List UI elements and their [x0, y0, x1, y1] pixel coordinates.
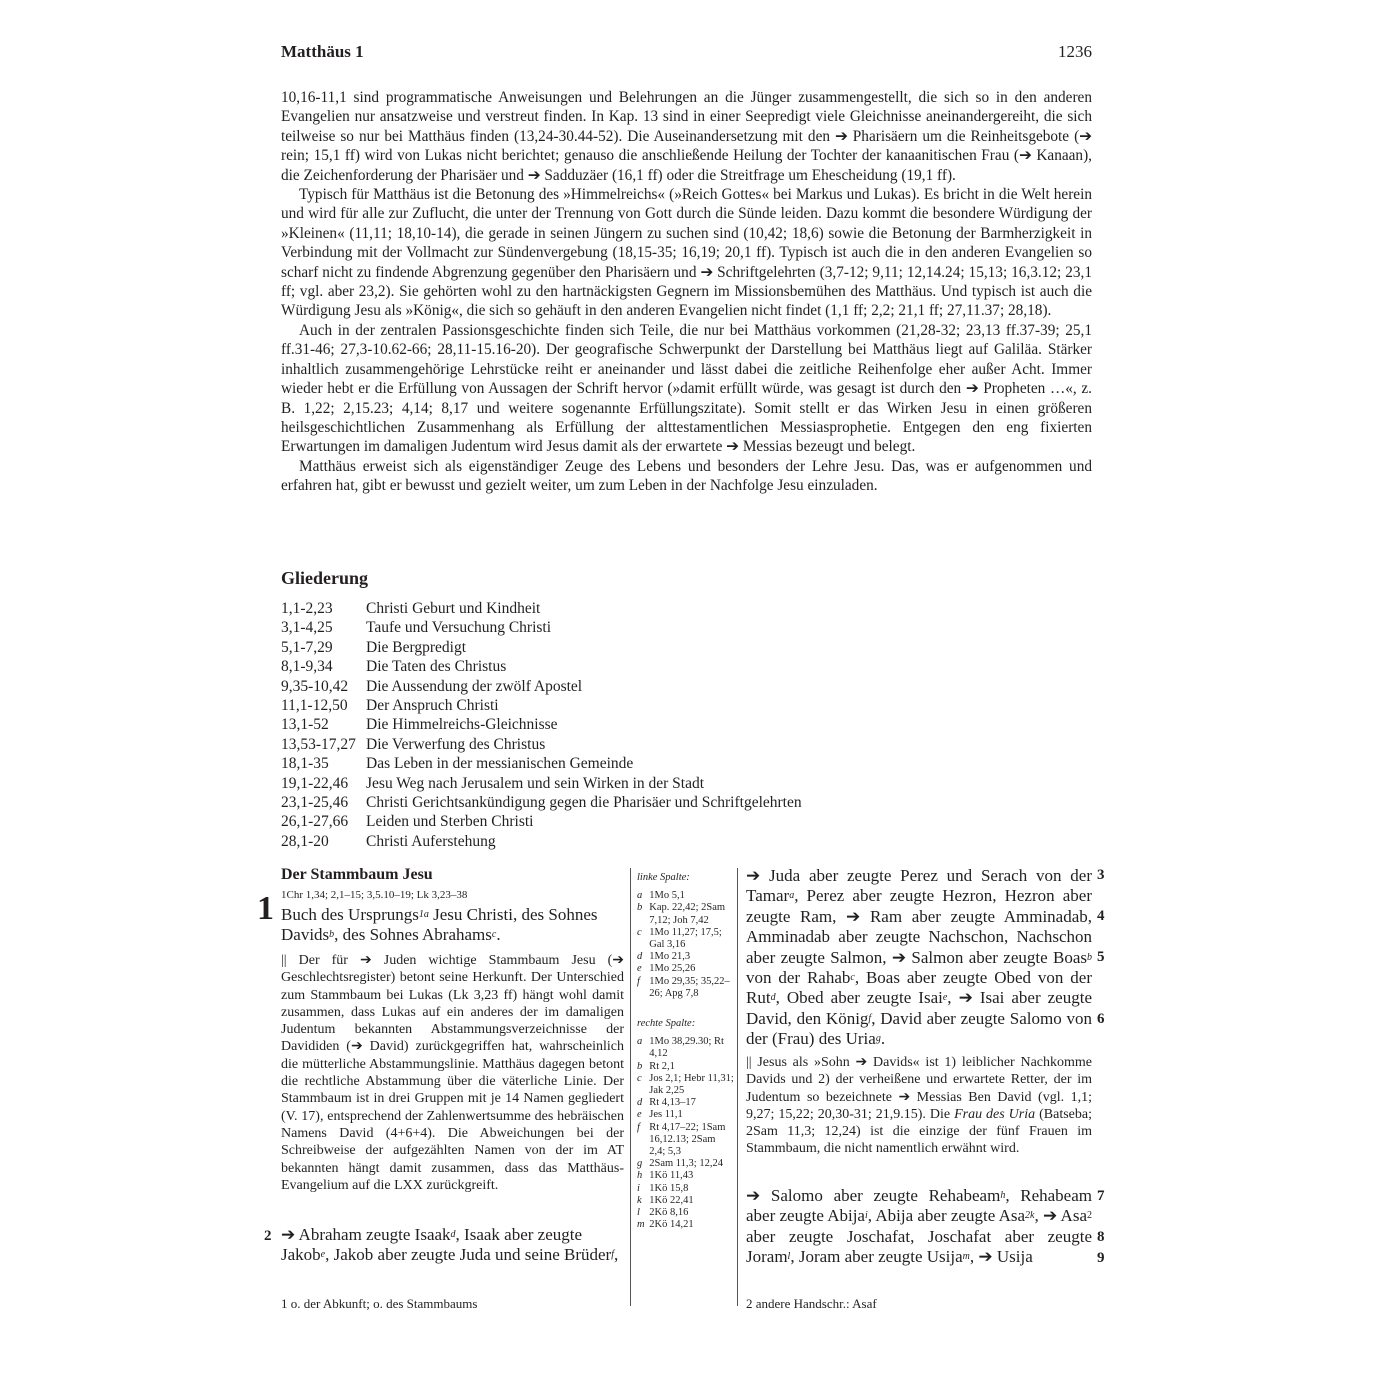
verse-number: 7	[1097, 1188, 1105, 1204]
crossref-item: i 1Kö 15,8	[637, 1182, 689, 1194]
outline-title: Der Anspruch Christi	[366, 697, 499, 715]
outline-ref: 11,1-12,50	[281, 697, 348, 715]
verses-3-6: ➔ Juda aber zeugte Perez und Serach von der Tamar$^a$, Perez aber zeugte Hezron, Hezron aber zeugte Ram, ➔ Ram aber zeugte Amminadab, Amminadab aber zeugte Nachschon, Nachschon aber zeugte Salmon, ➔ Salmon aber zeugte Boas$^b$ von der Rahab$^c$, Boas aber zeugte Obed von der Rut$^d$, Obed aber zeugte Isai$^e$, ➔ Isai aber zeugte David, den König$^f$, David aber zeugte Salomo von der (Frau) des Uria$^g$.	[746, 866, 1093, 1049]
outline-title: Die Taten des Christus	[366, 658, 507, 676]
crossref-marker: d	[450, 1229, 456, 1240]
crossref-item: g 2Sam 11,3; 12,24	[637, 1158, 723, 1170]
crossref-label: linke Spalte:	[637, 872, 690, 883]
commentary-son-of-david: || Jesus als »Sohn ➔ Davids« ist 1) leiblicher Nachkomme Davids und 2) der verheißene und erwartete Retter, der im Judentum so bezeichnete ➔ Messias Ben David (vgl. 1,1; 9,27; 15,22; 20,30-31; 21,9.15). Die Frau des Uria (Batseba; 2Sam 11,3; 12,24) ist die einzige der fünf Frauen im Stammbaum, die nicht namentlich erwähnt wird.	[746, 1055, 1092, 1157]
outline-item	[281, 618, 802, 637]
verse-number: 8	[1097, 1229, 1105, 1245]
crossref-marker: f	[868, 1012, 872, 1024]
crossref-item: k 1Kö 22,41	[637, 1194, 694, 1206]
outline-title: Christi Auferstehung	[366, 832, 496, 850]
outline-ref: 1,1-2,23	[281, 600, 333, 617]
outline-title: Die Bergpredigt	[366, 638, 467, 656]
intro-paragraph: Matthäus erweist sich als eigenständiger Zeuge des Lebens und besonders der Lehre Jesu. Das, was er aufgenommen und erfahren hat, gibt er bewusst und gezielt weiter, um zum Leben in der Nachfolge Jesu einzuladen.	[281, 457, 1092, 495]
verse-number: 4	[1097, 908, 1105, 924]
outline-ref: 9,35-10,42	[281, 677, 349, 695]
outline-ref: 23,1-25,46	[281, 794, 349, 812]
outline-ref: 8,1-9,34	[281, 658, 333, 676]
crossref-marker: e	[320, 1249, 326, 1260]
outline-item	[281, 715, 802, 734]
outline-title: Die Himmelreichs-Gleichnisse	[366, 716, 558, 734]
crossref-item: d 1Mo 21,3	[637, 951, 691, 963]
footnote-left: 1 o. der Abkunft; o. des Stammbaums	[281, 1296, 478, 1311]
verse-number: 9	[1097, 1250, 1105, 1266]
outline-title: Die Verwerfung des Christus	[366, 735, 546, 753]
crossref-marker: m	[962, 1251, 970, 1263]
outline-title: Christi Geburt und Kindheit	[366, 600, 541, 617]
crossref-marker: e	[942, 992, 948, 1004]
crossref-item: d Rt 4,13–17	[637, 1097, 696, 1109]
parallel-references: 1Chr 1,34; 2,1–15; 3,5.10–19; Lk 3,23–38	[281, 889, 468, 901]
column-divider	[630, 868, 631, 1306]
outline-item	[281, 735, 802, 754]
outline-list	[281, 599, 802, 851]
crossref-marker: g	[875, 1033, 881, 1045]
outline-item	[281, 774, 802, 793]
outline-ref: 13,53-17,27	[281, 735, 356, 753]
section-heading: Der Stammbaum Jesu	[281, 866, 433, 883]
crossref-item: b Kap. 22,42; 2Sam 7,12; Joh 7,42	[637, 902, 726, 926]
outline-item	[281, 638, 802, 657]
outline-ref: 18,1-35	[281, 755, 329, 773]
crossref-marker: d	[770, 992, 776, 1004]
crossref-marker: h	[1000, 1190, 1006, 1201]
outline-heading: Gliederung	[281, 568, 369, 588]
verse-number: 6	[1097, 1011, 1105, 1027]
verse-number: 5	[1097, 949, 1105, 965]
crossref-marker: b	[1087, 951, 1092, 963]
outline-ref: 13,1-52	[281, 716, 329, 734]
crossref-marker: l	[787, 1251, 791, 1263]
outline-ref: 5,1-7,29	[281, 638, 333, 656]
crossref-marker: a	[789, 890, 795, 902]
footnote-marker: 2	[1087, 1210, 1092, 1222]
verse-number: 2	[264, 1228, 272, 1244]
crossref-item: f Rt 4,17–22; 1Sam 16,12.13; 2Sam 2,4; 5,3	[637, 1121, 726, 1158]
outline-title: Jesu Weg nach Jerusalem und sein Wirken in der Stadt	[366, 774, 705, 792]
crossref-item: a 1Mo 38,29.30; Rt 4,12	[637, 1036, 724, 1060]
outline-item	[281, 696, 802, 715]
outline-item	[281, 754, 802, 773]
crossref-item: e 1Mo 25,26	[637, 963, 696, 975]
verse-2: ➔ Abraham zeugte Isaak$^d$, Isaak aber zeugte Jakob$^e$, Jakob aber zeugte Juda und seine Brüder$^f$,	[281, 1225, 619, 1264]
crossref-item: c 1Mo 11,27; 17,5; Gal 3,16	[637, 926, 722, 951]
cross-references	[637, 872, 734, 1231]
crossref-label: rechte Spalte:	[637, 1018, 696, 1030]
verse-1: Buch des Ursprungs$^{1a}$ Jesu Christi, des Sohnes Davids$^b$, des Sohnes Abrahams$^c$.	[281, 905, 598, 944]
crossref-item: h 1Kö 11,43	[637, 1170, 694, 1182]
crossref-item: l 2Kö 8,16	[637, 1207, 689, 1219]
outline-title: Taufe und Versuchung Christi	[366, 619, 552, 637]
outline-item	[281, 599, 802, 618]
introduction-text	[281, 88, 1092, 496]
outline-item	[281, 812, 802, 831]
crossref-marker: i	[864, 1210, 868, 1222]
outline-ref: 3,1-4,25	[281, 619, 333, 637]
crossref-item: b Rt 2,1	[637, 1060, 675, 1072]
outline-item	[281, 793, 802, 812]
crossref-item: a 1Mo 5,1	[637, 890, 685, 902]
crossref-item: f 1Mo 29,35; 35,22–26; Apg 7,8	[637, 975, 730, 999]
intro-paragraph: 10,16-11,1 sind programmatische Anweisungen und Belehrungen an die Jünger zusammengestellt, die sich so in den anderen Evangelien nur ansatzweise und verstreut finden. In Kap. 13 sind in einer Seepredigt viele Gleichnisse aneinandergereiht, die sich teilweise so nur bei Matthäus finden (13,24-30.44-52). Die Auseinandersetzung mit den ➔ Pharisäern um die Reinheitsgebote (➔ rein; 15,1 ff) wird von Lukas nicht berichtet; genauso die anschließende Heilung der Tochter der kanaanitischen Frau (➔ Kanaan), die Zeichenforderung der Pharisäer und ➔ Sadduzäer (16,1 ff) oder die Streitfrage um Ehescheidung (19,1 ff).	[281, 89, 1092, 184]
outline-title: Leiden und Sterben Christi	[366, 813, 534, 831]
crossref-marker: b	[329, 929, 335, 940]
chapter-number: 1	[257, 890, 274, 927]
crossref-marker: c	[850, 972, 855, 984]
intro-paragraph: Typisch für Matthäus ist die Betonung des »Himmelreichs« (»Reich Gottes« bei Markus und Lukas). Es bricht in die Welt herein und wird für alle zur Zuflucht, die unter der Trennung von Gott durch die Sünde leiden. Dazu kommt die besondere Würdigung der »Kleinen« (11,11; 18,10-14), die gerade in seinen Jüngern zu suchen sind (10,42; 18,6) sowie die Betonung der Barmherzigkeit in Verbindung mit der Vollmacht zur Sündenvergebung (18,15-35; 16,19; 20,1 ff). Typisch ist auch die in den anderen Evangelien so scharf nicht zu findende Abgrenzung gegenüber den Pharisäern und ➔ Schriftgelehrten (3,7-12; 9,11; 12,14.24; 15,13; 16,3.12; 23,1 ff; vgl. aber 23,2). Sie gehörten wohl zu den hartnäckigsten Gegnern im Missionsbemühen des Matthäus. Und typisch ist auch die Würdigung Jesu als »König«, die sich so gehäuft in den anderen Evangelien nicht findet (1,1 ff; 2,2; 21,1 ff; 27,11.37; 28,18).	[281, 186, 1092, 320]
outline-ref: 26,1-27,66	[281, 813, 349, 831]
outline-ref: 28,1-20	[281, 832, 329, 850]
footnote-right: 2 andere Handschr.: Asaf	[746, 1296, 877, 1311]
commentary-genealogy: || Der für ➔ Juden wichtige Stammbaum Jesu (➔ Geschlechtsregister) betont seine Herkunft. Der Unterschied zum Stammbaum bei Lukas (Lk 3,23 ff) hängt wohl damit zusammen, dass Lukas auf ein anderes der im damaligen Judentum bekannten Abstammungsverzeichnisse der Davididen (➔ David) zurückgegriffen hat, wahrscheinlich die mütterliche Abstammungslinie. Matthäus dagegen betont die rechtliche Abstammung über die väterliche Linie. Der Stammbaum ist in drei Gruppen mit je 14 Namen gegliedert (V. 17), entsprechend der Zahlenwertsumme des hebräischen Namens David (4+6+4). Die Abweichungen bei der Schreibweise der aufgezählten Namen von der im AT bekannten hängt damit zusammen, dass das Matthäus-Evangelium auf die LXX zurückgreift.	[281, 953, 624, 1193]
outline-title: Christi Gerichtsankündigung gegen die Pharisäer und Schriftgelehrten	[366, 794, 802, 812]
intro-paragraph: Auch in der zentralen Passionsgeschichte finden sich Teile, die nur bei Matthäus vorkommen (21,28-32; 23,13 ff.37-39; 25,1 ff.31-46; 27,3-10.62-66; 28,11-15.16-20). Der geografische Schwerpunkt der Darstellung bei Matthäus liegt auf Galiläa. Stärker inhaltlich zusammengehörige Lehrstücke reiht er aneinander und lässt dabei die zeitliche Reihenfolge eher außer Acht. Immer wieder hebt er die Erfüllung von Aussagen der Schrift hervor (»damit erfüllt würde, was gesagt ist durch den ➔ Propheten …«, z. B. 1,22; 2,15.23; 4,14; 8,17 und weitere sogenannte Erfüllungszitate). Somit stellt er das Wirken Jesu in einen größeren heilsgeschichtlichen Zusammenhang als Erfüllung der alttestamentlichen Messiasprophetie. Entgegen den eng fixierten Erwartungen im damaligen Judentum wird Jesus damit als der erwartete ➔ Messias bezeugt und belegt.	[281, 321, 1092, 456]
outline-item	[281, 657, 802, 676]
crossref-item: e Jes 11,1	[637, 1109, 683, 1121]
verses-7-9: ➔ Salomo aber zeugte Rehabeam$^h$, Rehabeam aber zeugte Abija$^i$, Abija aber zeugte Asa$^{2k}$, ➔ Asa$^2$ aber zeugte Joschafat, Joschafat aber zeugte Joram$^l$, Joram aber zeugte Usija$^m$, ➔ Usija	[746, 1186, 1092, 1267]
page-number: 1236	[1058, 42, 1092, 61]
outline-item	[281, 677, 802, 696]
footnote-marker: 1a	[418, 909, 429, 920]
crossref-item: c Jos 2,1; Hebr 11,31; Jak 2,25	[637, 1072, 734, 1097]
outline-title: Die Aussendung der zwölf Apostel	[366, 677, 583, 695]
running-head: Matthäus 1	[281, 42, 364, 61]
verse-number: 3	[1097, 867, 1105, 883]
crossref-item: m 2Kö 14,21	[637, 1219, 694, 1231]
crossref-marker: f	[611, 1249, 614, 1260]
outline-item	[281, 832, 802, 851]
crossref-marker: c	[491, 929, 497, 940]
outline-title: Das Leben in der messianischen Gemeinde	[366, 755, 634, 773]
outline-ref: 19,1-22,46	[281, 774, 349, 792]
crossref-marker: 2k	[1025, 1210, 1035, 1222]
column-divider	[737, 868, 738, 1306]
